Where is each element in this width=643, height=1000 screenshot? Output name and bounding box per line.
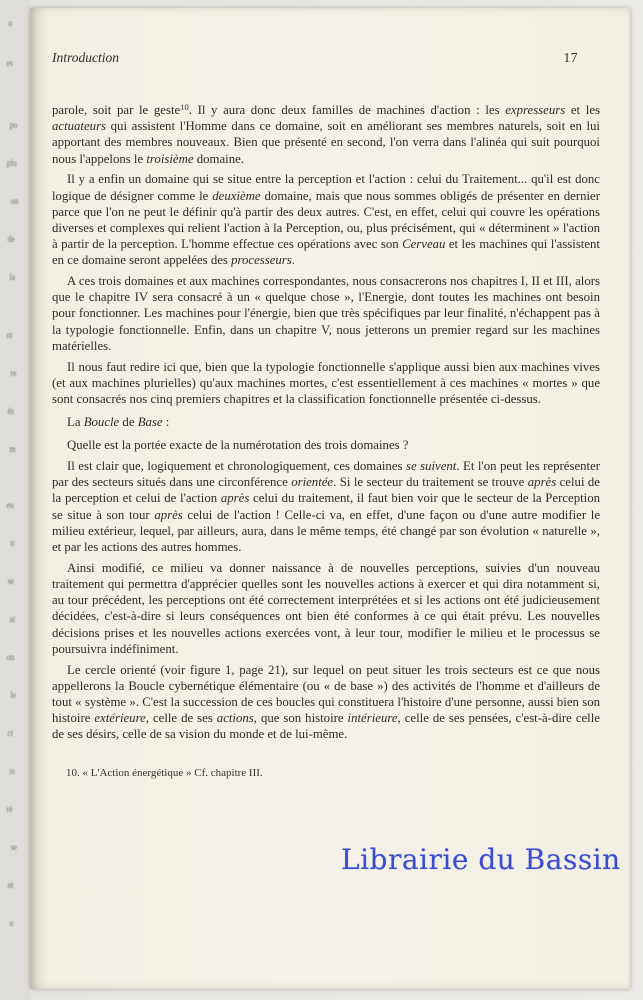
bookseller-watermark: Librairie du Bassin xyxy=(341,843,621,876)
edge-text-fragment: is xyxy=(9,766,15,776)
italic-text: actuateurs xyxy=(52,119,107,134)
text-run: . Si le secteur du traitement se trouve xyxy=(333,475,528,490)
edge-text-fragment: la xyxy=(9,272,16,282)
edge-text-fragment: re xyxy=(10,368,17,378)
text-run: : xyxy=(162,415,170,430)
text-run: Quelle est la portée exacte de la numérotation des trois domaines ? xyxy=(67,438,409,453)
body-text xyxy=(52,102,600,743)
paragraph xyxy=(52,359,600,408)
text-run: et les machines qui l'assistent en ce domaine seront appelées des xyxy=(52,237,600,268)
edge-text-fragment: és xyxy=(7,406,14,416)
edge-text-fragment: po xyxy=(9,120,18,130)
edge-text-fragment: on xyxy=(10,196,19,206)
edge-text-fragment: nt xyxy=(6,330,13,340)
adjacent-page-edge-strip xyxy=(0,0,30,1000)
text-run: celui de l'action ! Celle-ci va, en effet, d'une façon ou d'une autre modifier le milieu extérieur, lequel, par ailleurs, aura, dans le même temps, été changé par son évolution « naturelle », et par les actions des autres hommes. xyxy=(52,507,600,555)
edge-text-fragment: nt xyxy=(7,880,14,890)
paragraph xyxy=(52,437,600,453)
edge-text-fragment: ct xyxy=(7,728,14,738)
italic-text: expresseurs xyxy=(505,103,566,117)
italic-text: après xyxy=(220,491,250,506)
edge-text-fragment: ré xyxy=(6,804,13,814)
italic-text: extérieure xyxy=(94,711,146,726)
footnote: 10. « L'Action énergétique » Cf. chapitre III. xyxy=(66,766,263,779)
edge-text-fragment: on xyxy=(6,652,15,662)
text-run: domaine, mais que nous sommes obligés de présenter en dernier parce que l'on ne peut le définir qu'à partir des deux autres. C'est, en effet, celui qui couvre les opérations diverses et complexes qui relient l'action à la Perception, ou, plus précisément, qui « déterminent » l'action à partir de la perception. L'homme effectue ces opérations avec son xyxy=(52,188,600,252)
text-run: Le cercle orienté (voir figure 1, page 21), sur lequel on peut situer les trois secteurs est ce que nous appellerons la Boucle cybernétique élémentaire (ou « de base ») des activités de l'homme et d'ailleurs de tout « système ». C'est la succession de ces boucles qui constituera l'histoire d'une personne, aussi bien son histoire xyxy=(52,662,600,726)
edge-text-fragment: plu xyxy=(6,158,17,168)
text-run: de xyxy=(119,415,138,430)
italic-text: Base xyxy=(137,415,163,430)
edge-text-fragment: de xyxy=(7,234,15,244)
edge-text-fragment: u xyxy=(8,18,13,28)
edge-text-fragment: ai xyxy=(9,614,16,624)
text-run: . xyxy=(291,253,295,268)
text-run: A ces trois domaines et aux machines correspondantes, nous consacrerons nos chapitres I, II et III, alors que le chapitre IV sera consacré à un « quelque chose », l'Energie, dont toutes les machines ont besoin pour fonctionner. Les machines pour l'énergie, bien que très spécifiques par leur finalité, n'échappent pas à la typologie fonctionnelle. Enfin, dans un chapitre V, nous jetterons un premier regard sur les machines matérielles. xyxy=(52,274,600,353)
italic-text: intérieure xyxy=(347,711,398,726)
paragraph xyxy=(52,458,600,555)
text-run: , celle de ses xyxy=(145,711,217,726)
text-run: et les xyxy=(565,103,600,117)
text-run: Il est clair que, logiquement et chronologiquement, ces domaines xyxy=(67,459,406,474)
italic-text: processeurs xyxy=(231,253,292,268)
paragraph xyxy=(52,560,600,657)
text-run: domaine. xyxy=(193,151,244,166)
edge-text-fragment: m xyxy=(9,444,16,454)
paragraph xyxy=(52,662,600,743)
page-header xyxy=(52,50,600,66)
text-run: , celle de ses pensées, c'est-à-dire celle de ses désirs, celle de sa vision du monde et de lui-même. xyxy=(52,711,600,742)
text-run: Il nous faut redire ici que, bien que la typologie fonctionnelle s'applique aussi bien aux machines vives (et aux machines plurielles) qu'aux machines mortes, c'est essentiellement à ces machines « mortes » que sont consacrés nos cinq premiers chapitres et la classification fonctionnelle présentée ci-dessus. xyxy=(52,359,600,406)
text-run: . Et l'on peut les représenter par des secteurs situés dans une circonférence xyxy=(52,459,601,490)
text-run: celui de la perception et celui de l'action xyxy=(52,475,600,506)
paragraph xyxy=(52,102,600,167)
page-number: 17 xyxy=(563,50,578,65)
edge-text-fragment: u xyxy=(9,918,14,928)
italic-text: troisième xyxy=(146,151,194,166)
italic-text: actions xyxy=(216,711,254,726)
paragraph xyxy=(52,171,600,268)
text-run: celui du traitement, il faut bien voir que le secteur de la Perception se situe à son tour xyxy=(52,491,600,522)
italic-text: se suivent xyxy=(405,459,457,474)
text-run: parole, soit par le geste xyxy=(52,103,181,117)
text-run: Ainsi modifié, ce milieu va donner naissance à de nouvelles perceptions, suivies d'un nouveau traitement qui permettra d'apprécier quelles sont les nouvelles actions à exercer et qui dira notamment si, au tour précédent, les perceptions ont été correctement interprétées et si les actions ont été judicieusement décidées, c'est-à-dire si leurs conséquences ont bien été conformes à ce qui était prévu. Les nouvelles décisions prises et les nouvelles actions exercées vont, à leur tour, modifier le milieu et le processus se poursuivra indéfiniment. xyxy=(52,560,600,656)
italic-text: Cerveau xyxy=(402,237,446,252)
italic-text: après xyxy=(154,507,183,522)
italic-text: Boucle xyxy=(83,415,120,430)
italic-text: orientée xyxy=(291,475,334,490)
text-run: , que son histoire xyxy=(253,711,348,726)
edge-text-fragment: le xyxy=(10,690,17,700)
text-run: Il y a enfin un domaine qui se situe entre la perception et l'action : celui du Traitement... qu'il est donc logique de désigner comme le xyxy=(52,172,600,203)
footnote-reference: 10 xyxy=(180,102,189,112)
italic-text: deuxième xyxy=(212,188,261,203)
text-run: La xyxy=(67,415,84,430)
section-heading xyxy=(52,414,600,430)
paragraph xyxy=(52,273,600,354)
book-page xyxy=(30,8,630,989)
edge-text-fragment: eu xyxy=(6,500,14,510)
text-run: qui assistent l'Homme dans ce domaine, soit en améliorant ses membres naturels, soit en lui apportant des membres nouveaux. Bien que présenté en second, l'on verra dans l'alinéa qui suit pourquoi nous l'appelons le xyxy=(52,119,600,166)
running-title: Introduction xyxy=(52,50,119,65)
edge-text-fragment: tr xyxy=(10,538,16,548)
edge-text-fragment: se xyxy=(10,842,17,852)
edge-text-fragment: es xyxy=(6,58,13,68)
text-run: . Il y aura donc deux familles de machines d'action : les xyxy=(188,103,506,117)
italic-text: après xyxy=(527,475,557,490)
edge-text-fragment: se xyxy=(7,576,14,586)
